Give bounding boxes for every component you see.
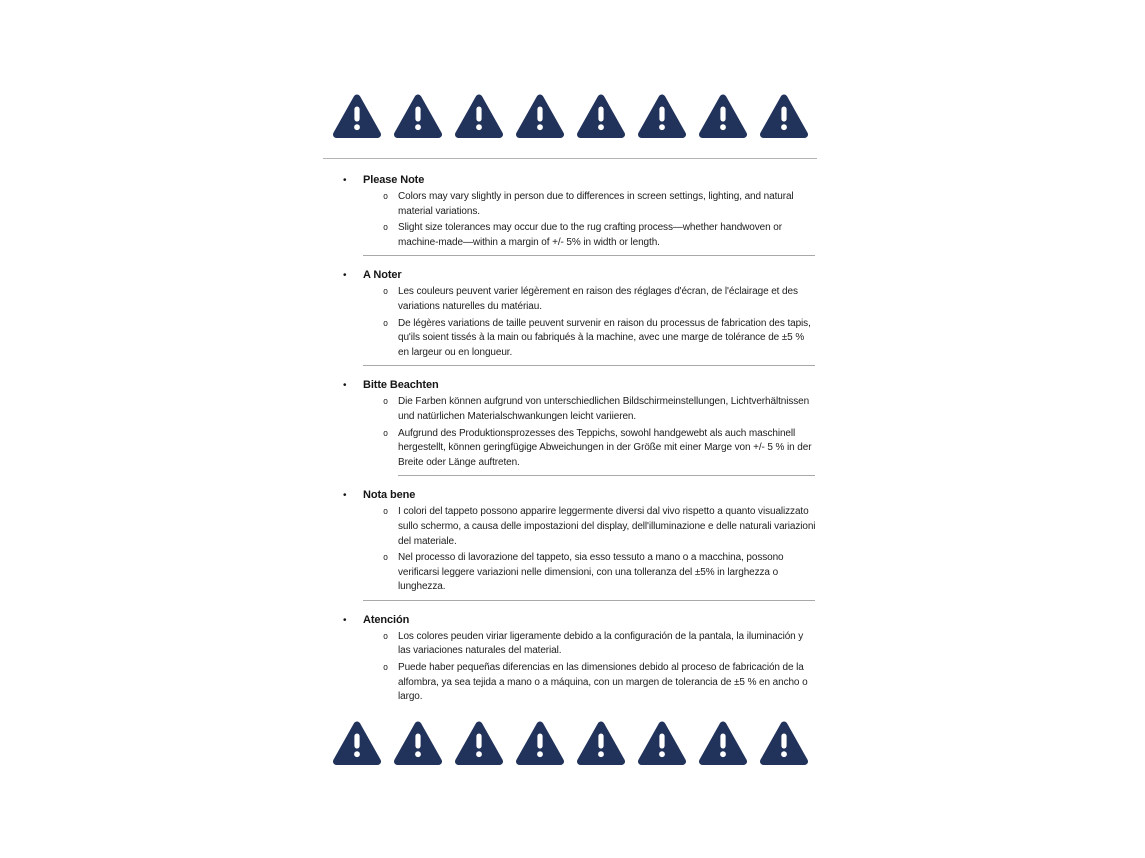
note-items xyxy=(323,630,817,705)
sub-bullet-marker: o xyxy=(383,663,389,674)
section-divider xyxy=(363,365,815,366)
warning-triangle-icon xyxy=(577,720,625,766)
note-text: Slight size tolerances may occur due to the rug crafting process—whether handwoven or machine-made—within a margin of +/- 5% in width or length. xyxy=(398,222,782,248)
section-heading: Nota bene xyxy=(363,489,416,502)
bullet-marker: • xyxy=(343,490,347,502)
language-section xyxy=(323,173,817,250)
note-item xyxy=(323,427,817,471)
section-heading: Please Note xyxy=(363,174,425,186)
note-item xyxy=(323,285,817,314)
language-section xyxy=(323,365,817,470)
language-section xyxy=(323,255,817,360)
note-item xyxy=(323,395,817,424)
sub-bullet-marker: o xyxy=(383,318,389,329)
sub-bullet-marker: o xyxy=(383,223,389,234)
sub-bullet-marker: o xyxy=(383,397,389,408)
section-divider xyxy=(363,255,815,256)
note-text: De légères variations de taille peuvent survenir en raison du processus de fabrication des tapis, qu'ils soient tissés à la main ou fabriqués à la machine, avec une marge de tolérance de ±5 % en largeur ou en longueur. xyxy=(398,317,811,358)
section-heading-row xyxy=(323,173,817,188)
note-item xyxy=(323,551,817,595)
note-item xyxy=(323,505,817,549)
sub-bullet-marker: o xyxy=(383,428,389,439)
note-text: Nel processo di lavorazione del tappeto, sia esso tessuto a mano o a macchina, possono verificarsi leggere variazioni nelle dimensioni, con una tolleranza del ±5% in larghezza o lunghezza. xyxy=(398,552,784,593)
section-heading-row xyxy=(323,488,817,503)
warning-triangle-icon xyxy=(638,93,686,139)
notes-sections xyxy=(323,173,817,705)
note-item xyxy=(323,317,817,361)
sub-bullet-marker: o xyxy=(383,553,389,564)
sub-bullet-marker: o xyxy=(383,192,389,202)
warning-triangle-icon xyxy=(394,93,442,139)
note-item xyxy=(323,661,817,705)
section-heading: Atención xyxy=(363,613,410,626)
top-divider xyxy=(323,158,817,159)
warning-triangle-icon xyxy=(760,93,808,139)
bullet-marker: • xyxy=(343,270,347,282)
section-heading: Bitte Beachten xyxy=(363,379,439,392)
bullet-marker: • xyxy=(343,614,347,626)
sub-bullet-marker: o xyxy=(383,287,389,298)
warning-triangle-icon xyxy=(638,720,686,766)
language-section xyxy=(323,600,817,705)
warning-triangle-icon xyxy=(699,93,747,139)
note-item xyxy=(323,630,817,659)
note-items xyxy=(323,190,817,250)
bullet-marker: • xyxy=(343,380,347,392)
warning-triangle-row-top xyxy=(323,93,817,139)
note-text: Puede haber pequeñas diferencias en las dimensiones debido al proceso de fabricación de la alfombra, ya sea tejida a mano o a máquina, con un margen de tolerancia de ±5 % en ancho o largo. xyxy=(398,662,808,703)
note-item xyxy=(323,221,817,250)
sub-bullet-marker: o xyxy=(383,507,389,518)
warning-triangle-icon xyxy=(699,720,747,766)
warning-triangle-icon xyxy=(455,720,503,766)
note-text: Die Farben können aufgrund von unterschiedlichen Bildschirmeinstellungen, Lichtverhältnissen und natürlichen Materialschwankungen leicht variieren. xyxy=(398,396,810,422)
warning-triangle-icon xyxy=(333,720,381,766)
sub-bullet-marker: o xyxy=(383,631,389,642)
warning-triangle-icon xyxy=(455,93,503,139)
section-divider xyxy=(398,475,815,476)
warning-triangle-icon xyxy=(516,720,564,766)
warning-triangle-row-bottom xyxy=(323,720,817,766)
note-items xyxy=(323,505,817,595)
section-heading-row xyxy=(323,613,817,628)
bullet-marker: • xyxy=(343,175,347,186)
warning-triangle-icon xyxy=(516,93,564,139)
section-heading-row xyxy=(323,378,817,393)
document-page xyxy=(323,0,817,766)
note-item xyxy=(323,190,817,219)
section-divider xyxy=(363,600,815,601)
warning-triangle-icon xyxy=(577,93,625,139)
note-text: Les couleurs peuvent varier légèrement en raison des réglages d'écran, de l'éclairage et des variations naturelles du matériau. xyxy=(398,286,798,312)
section-heading-row xyxy=(323,268,817,283)
warning-triangle-icon xyxy=(333,93,381,139)
note-items xyxy=(323,395,817,470)
note-text: I colori del tappeto possono apparire leggermente diversi dal vivo rispetto a quanto visualizzato sullo schermo, a causa delle impostazioni del display, dell'illuminazione e delle naturali variazioni del materiale. xyxy=(398,506,816,547)
note-items xyxy=(323,285,817,360)
note-text: Colors may vary slightly in person due to differences in screen settings, lighting, and natural material variations. xyxy=(398,191,794,217)
warning-triangle-icon xyxy=(394,720,442,766)
language-section xyxy=(323,475,817,595)
note-text: Aufgrund des Produktionsprozesses des Teppichs, sowohl handgewebt als auch maschinell hergestellt, können geringfügige Abweichungen in der Größe mit einer Marge von +/- 5 % in der Breite oder Länge auftreten. xyxy=(398,427,812,468)
warning-triangle-icon xyxy=(760,720,808,766)
section-heading: A Noter xyxy=(363,269,402,282)
note-text: Los colores peuden viriar ligeramente debido a la configuración de la pantala, la iluminación y las variaciones naturales del material. xyxy=(398,630,804,657)
